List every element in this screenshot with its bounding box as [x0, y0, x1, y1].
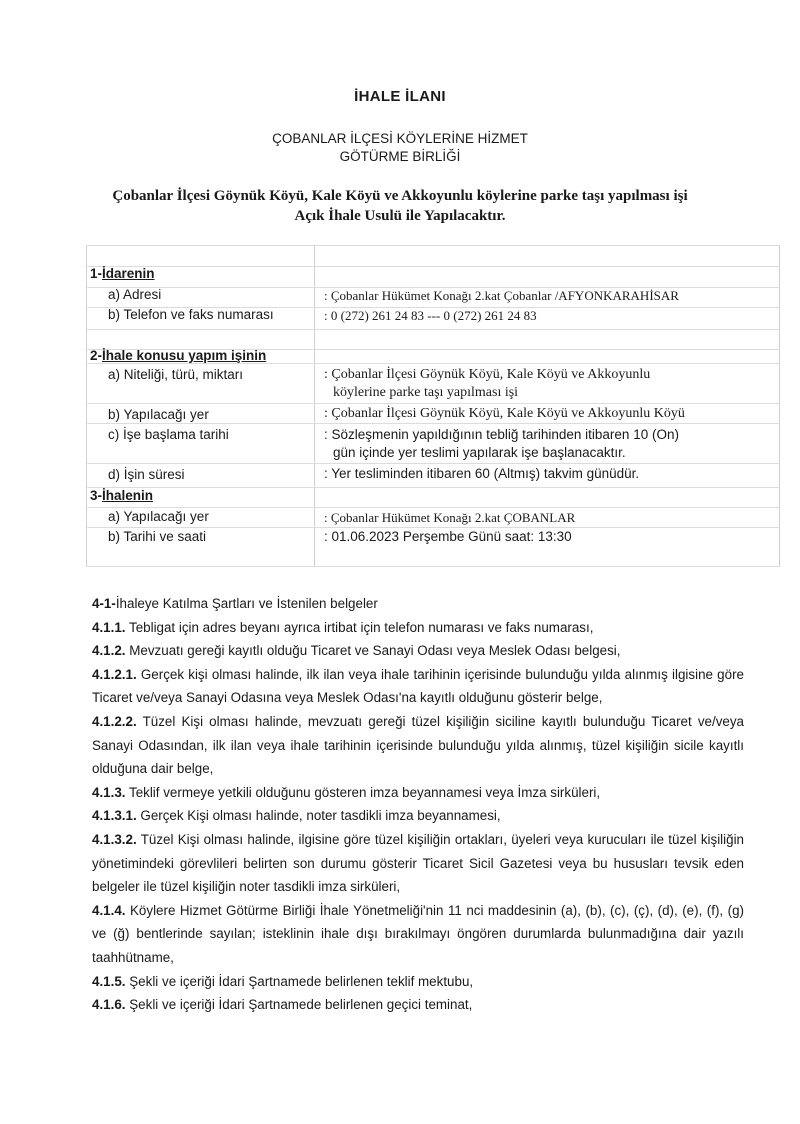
page-title: İHALE İLANI	[354, 88, 446, 105]
work-place-value: : Çobanlar İlçesi Göynük Köyü, Kale Köyü ve Akkoyunlu Köyü	[324, 406, 685, 421]
duration-value: : Yer tesliminden itibaren 60 (Altmış) takvim günüdür.	[324, 466, 640, 481]
requirement-number: 4.1.6.	[92, 997, 126, 1013]
requirement-text: Tüzel Kişi olması halinde, ilgisine göre tüzel kişiliğin ortakları, üyeleri veya kurucuları ile tüzel kişiliğin yönetimindeki görevlileri belirten son durumu gösterir Ticaret Sicil Gazetesi veya bu hususları tevsik eden belgeler ile tüzel kişiliğin noter tasdikli imza sirküleri,	[92, 831, 744, 895]
table-row-line	[86, 527, 780, 528]
nature-value-line-2: köylerine parke taşı yapılması işi	[333, 385, 519, 400]
requirement-item	[92, 616, 744, 640]
organization-name-line-1: ÇOBANLAR İLÇESİ KÖYLERİNE HİZMET	[272, 131, 528, 146]
table-border-right	[779, 245, 780, 567]
requirement-number: 4.1.3.1.	[92, 808, 137, 824]
section-1-number: 1-	[90, 266, 103, 281]
section-1-heading	[90, 266, 155, 281]
requirement-item	[92, 781, 744, 805]
table-row-line	[86, 487, 780, 488]
organization-name-line-2: GÖTÜRME BİRLİĞİ	[339, 149, 461, 164]
section-1-title: İdarenin	[102, 266, 155, 281]
requirement-item	[92, 993, 744, 1017]
requirement-text: Gerçek kişi olması halinde, ilk ilan veya ihale tarihinin içerisinde bulunduğu yılda alınmış ilgisine göre Ticaret ve/veya Sanayi Odasına veya Meslek Odası'na kayıtlı olduğunu gösterir belge,	[92, 666, 744, 706]
table-column-divider	[314, 245, 315, 567]
address-value: : Çobanlar Hükümet Konağı 2.kat Çobanlar /AFYONKARAHİSAR	[324, 288, 679, 303]
requirements-section	[92, 592, 744, 1017]
table-border-bottom	[86, 566, 780, 567]
table-row-line	[86, 363, 780, 364]
tender-subject-line-2: Açık İhale Usulü ile Yapılacaktır.	[294, 208, 506, 224]
table-row-line	[86, 329, 780, 330]
tender-date-value: : 01.06.2023 Perşembe Günü saat: 13:30	[324, 529, 572, 544]
requirements-heading-text: İhaleye Katılma Şartları ve İstenilen belgeler	[115, 596, 378, 611]
requirement-number: 4.1.3.	[92, 784, 126, 800]
requirement-item	[92, 828, 744, 899]
table-border-left	[86, 245, 87, 567]
requirement-number: 4.1.2.2.	[92, 713, 137, 729]
section-2-heading	[90, 348, 266, 363]
requirement-text: Teklif vermeye yetkili olduğunu gösteren imza beyannamesi veya İmza sirküleri,	[129, 784, 601, 800]
requirement-number: 4.1.2.1.	[92, 666, 137, 682]
requirement-number: 4.1.1.	[92, 619, 126, 635]
requirement-text: Mevzuatı gereği kayıtlı olduğu Ticaret ve Sanayi Odası veya Meslek Odası belgesi,	[129, 643, 621, 659]
table-row-line	[86, 423, 780, 424]
requirement-text: Şekli ve içeriği İdari Şartnamede belirlenen geçici teminat,	[129, 997, 473, 1013]
requirement-text: Gerçek Kişi olması halinde, noter tasdikli imza beyannamesi,	[140, 808, 501, 824]
requirement-item	[92, 639, 744, 663]
address-label: a) Adresi	[108, 287, 162, 302]
table-row-line	[86, 507, 780, 508]
requirement-number: 4.1.3.2.	[92, 831, 137, 847]
requirement-item	[92, 804, 744, 828]
organization-name	[0, 130, 800, 166]
requirement-text: Köylere Hizmet Götürme Birliği İhale Yönetmeliği'nin 11 nci maddesinin (a), (b), (c), (ç), (d), (e), (f), (g) ve (ğ) bentlerinde sayılan; isteklinin ihale dışı bırakılmayı öngören durumlarda bulunmadığına dair yazılı taahhütname,	[92, 902, 744, 965]
start-date-value-line-1: : Sözleşmenin yapıldığının tebliğ tarihinden itibaren 10 (On)	[324, 427, 679, 442]
requirement-text: Şekli ve içeriği İdari Şartnamede belirlenen teklif mektubu,	[129, 973, 474, 989]
nature-label: a) Niteliği, türü, miktarı	[108, 367, 244, 382]
requirement-number: 4.1.2.	[92, 643, 126, 659]
tender-place-label: a) Yapılacağı yer	[108, 509, 209, 524]
section-3-heading	[90, 488, 153, 503]
start-date-label: c) İşe başlama tarihi	[108, 427, 229, 442]
section-2-title: İhale konusu yapım işinin	[102, 348, 267, 363]
requirements-heading-number: 4-1-	[92, 596, 116, 611]
table-row-line	[86, 403, 780, 404]
requirement-item	[92, 899, 744, 970]
table-row-line	[86, 266, 780, 267]
requirement-item	[92, 970, 744, 994]
requirement-text: Tebligat için adres beyanı ayrıca irtibat için telefon numarası ve faks numarası,	[129, 619, 594, 635]
duration-label: d) İşin süresi	[108, 467, 185, 482]
table-border-top	[86, 245, 780, 246]
tender-subject-line-1: Çobanlar İlçesi Göynük Köyü, Kale Köyü ve Akkoyunlu köylerine parke taşı yapılması işi	[112, 188, 688, 204]
nature-value-line-1: : Çobanlar İlçesi Göynük Köyü, Kale Köyü ve Akkoyunlu	[324, 367, 651, 382]
requirement-item	[92, 663, 744, 710]
start-date-value-line-2: gün içinde yer teslimi yapılarak işe başlanacaktır.	[333, 445, 626, 460]
work-place-label: b) Yapılacağı yer	[108, 407, 209, 422]
section-3-title: İhalenin	[102, 488, 154, 503]
phone-fax-value: : 0 (272) 261 24 83 --- 0 (272) 261 24 83	[324, 308, 537, 323]
requirement-item	[92, 710, 744, 781]
tender-place-value: : Çobanlar Hükümet Konağı 2.kat ÇOBANLAR	[324, 510, 576, 525]
section-3-number: 3-	[90, 488, 103, 503]
tender-subject	[80, 186, 720, 226]
requirement-number: 4.1.4.	[92, 902, 126, 918]
tender-date-label: b) Tarihi ve saati	[108, 529, 207, 544]
tender-info-table	[86, 245, 780, 567]
requirements-heading	[92, 592, 744, 616]
requirement-text: Tüzel Kişi olması halinde, mevzuatı gereği tüzel kişiliğin siciline kayıtlı bulunduğu Ticaret ve/veya Sanayi Odasından, ilk ilan veya ihale tarihinin içerisinde bulunduğu yılda alınmış, tüzel kişiliğin sicile kayıtlı olduğuna dair belge,	[92, 713, 744, 777]
table-row-line	[86, 463, 780, 464]
section-2-number: 2-	[90, 348, 103, 363]
requirement-number: 4.1.5.	[92, 973, 126, 989]
phone-fax-label: b) Telefon ve faks numarası	[108, 307, 274, 322]
